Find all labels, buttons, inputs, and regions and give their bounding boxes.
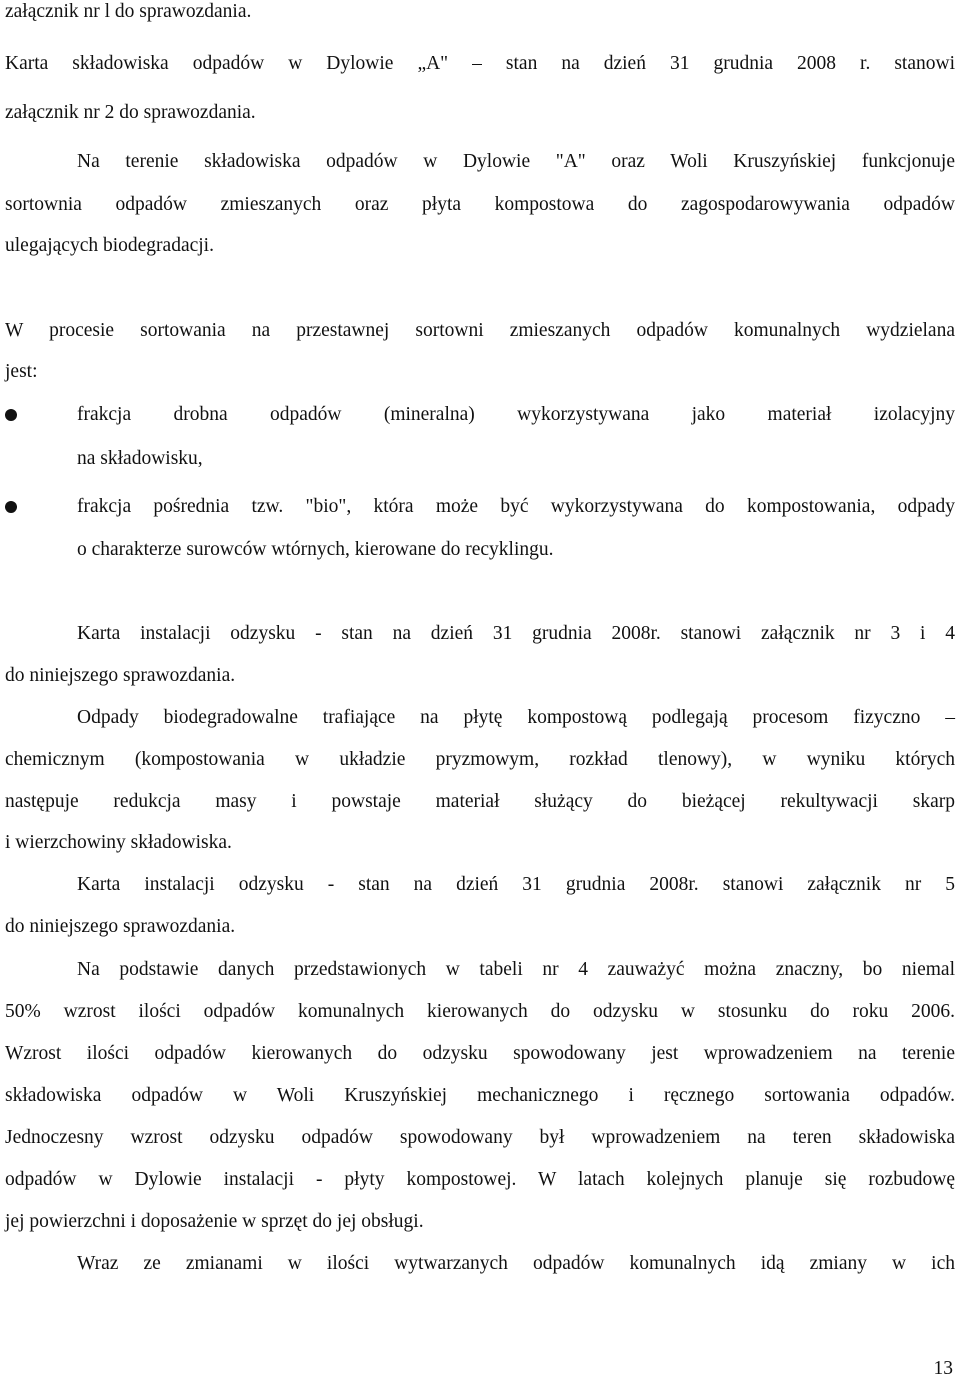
paragraph-start-line: W procesie sortowania na przestawnej sortowni zmieszanych odpadów komunalnych wydzielana <box>5 320 955 341</box>
text-line: 50% wzrost ilości odpadów komunalnych kierowanych do odzysku w stosunku do roku 2006. <box>5 1001 955 1022</box>
text-line: Wzrost ilości odpadów kierowanych do odzysku spowodowany jest wprowadzeniem na terenie <box>5 1043 955 1064</box>
text-line: ulegających biodegradacji. <box>5 235 214 256</box>
text-line: składowiska odpadów w Woli Kruszyńskiej mechanicznego i ręcznego sortowania odpadów. <box>5 1085 955 1106</box>
bullet-icon <box>5 409 17 421</box>
text-line: do niniejszego sprawozdania. <box>5 665 236 686</box>
text-line: sortownia odpadów zmieszanych oraz płyta kompostowa do zagospodarowywania odpadów <box>5 194 955 215</box>
paragraph-start-line: Na podstawie danych przedstawionych w tabeli nr 4 zauważyć można znaczny, bo niemal <box>77 959 955 980</box>
text-line: załącznik nr l do sprawozdania. <box>5 1 252 22</box>
text-line: załącznik nr 2 do sprawozdania. <box>5 102 256 123</box>
paragraph-start-line: Wraz ze zmianami w ilości wytwarzanych odpadów komunalnych idą zmiany w ich <box>77 1253 955 1274</box>
paragraph-start-line: Karta instalacji odzysku - stan na dzień 31 grudnia 2008r. stanowi załącznik nr 3 i 4 <box>77 623 955 644</box>
text-line: jest: <box>5 361 38 382</box>
list-item: frakcja pośrednia tzw. "bio", która może być wykorzystywana do kompostowania, odpady <box>77 496 955 517</box>
text-line: chemicznym (kompostowania w układzie pryzmowym, rozkład tlenowy), w wyniku których <box>5 749 955 770</box>
text-line: Jednoczesny wzrost odzysku odpadów spowodowany był wprowadzeniem na teren składowiska <box>5 1127 955 1148</box>
text-line: Karta składowiska odpadów w Dylowie „A" – stan na dzień 31 grudnia 2008 r. stanowi <box>5 53 955 74</box>
paragraph-start-line: Odpady biodegradowalne trafiające na płytę kompostową podlegają procesom fizyczno – <box>77 707 955 728</box>
text-line: do niniejszego sprawozdania. <box>5 916 236 937</box>
list-item-continuation: na składowisku, <box>77 448 203 469</box>
list-item-continuation: o charakterze surowców wtórnych, kierowane do recyklingu. <box>77 539 554 560</box>
paragraph-start-line: Na terenie składowiska odpadów w Dylowie "A" oraz Woli Kruszyńskiej funkcjonuje <box>77 151 955 172</box>
text-line: odpadów w Dylowie instalacji - płyty kompostowej. W latach kolejnych planuje się rozbudowę <box>5 1169 955 1190</box>
page-number: 13 <box>933 1358 953 1379</box>
text-line: następuje redukcja masy i powstaje materiał służący do bieżącej rekultywacji skarp <box>5 791 955 812</box>
bullet-icon <box>5 501 17 513</box>
list-item: frakcja drobna odpadów (mineralna) wykorzystywana jako materiał izolacyjny <box>77 404 955 425</box>
paragraph-start-line: Karta instalacji odzysku - stan na dzień 31 grudnia 2008r. stanowi załącznik nr 5 <box>77 874 955 895</box>
text-line: i wierzchowiny składowiska. <box>5 832 232 853</box>
text-line: jej powierzchni i doposażenie w sprzęt do jej obsługi. <box>5 1211 424 1232</box>
